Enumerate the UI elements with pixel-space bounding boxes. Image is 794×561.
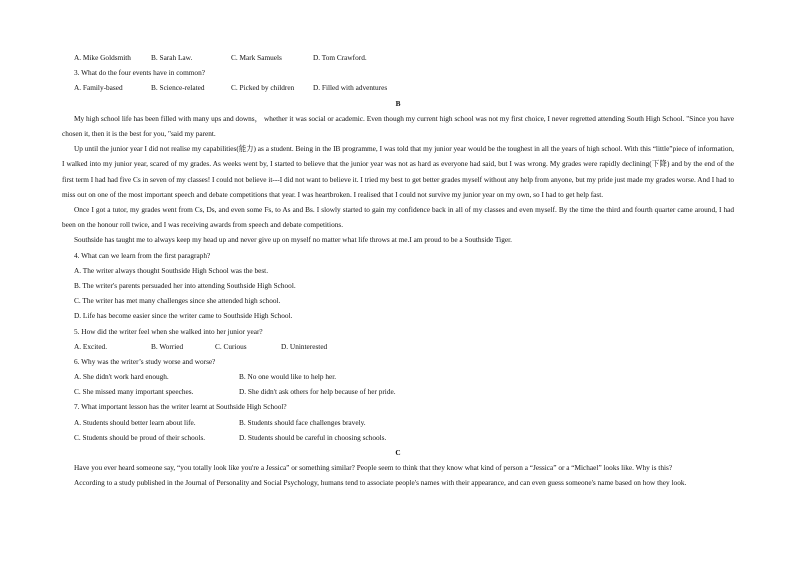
- option-d: D. Tom Crawford.: [313, 53, 367, 62]
- q6-question: 6. Why was the writer’s study worse and worse?: [74, 356, 216, 366]
- option-b: B. Sarah Law.: [151, 53, 193, 62]
- section-b-paragraph-4: Southside has taught me to always keep my head up and never give up on myself no matter what life throws at me.I am proud to be a Southside Tiger.: [74, 235, 512, 245]
- section-b-paragraph-2: Up until the junior year I did not realise my capabilities(能力) as a student. Being in the IB programme, I was told that my junior year would be the toughest in all the years of high school. With this “little”piece of information, I walked into my junior year, scared of my grades. As weeks went by, I started to believe that the junior year was not as hard as everyone had said, but I was wrong. My grades were rapidly declining(下降) and by the end of the first term I had had five Cs in seven of my classes! I could not believe it---I did not want to believe it. I tried my best to get better grades myself without any help from anyone, but my pride just made my grades worse. And I had to miss out on one of the most important speech and debate competitions that year. I was heartbroken. I realised that I could not survive my junior year on my own, so I had to get help fast.: [62, 144, 734, 199]
- q4-question: 4. What can we learn from the first paragraph?: [74, 250, 211, 260]
- section-c-paragraph-1: Have you ever heard someone say, “you totally look like you're a Jessica” or something similar? People seem to think that they know what kind of person a “Jessica” or a “Michael” looks like. Why is this?: [74, 463, 673, 473]
- option-b: B. No one would like to help her.: [239, 372, 337, 382]
- option-a: A. Excited.: [74, 341, 108, 351]
- option-b: B. Students should face challenges bravely.: [239, 417, 366, 427]
- option-b: B. Worried: [151, 341, 184, 351]
- q3-options: [62, 80, 734, 95]
- option-d: D. She didn't ask others for help because of her pride.: [239, 387, 396, 397]
- option-a: A. Mike Goldsmith: [74, 53, 131, 62]
- q6-options-cd: [62, 384, 734, 399]
- q7-options-cd: [62, 430, 734, 445]
- q7-question: 7. What important lesson has the writer learnt at Southside High School?: [74, 402, 287, 412]
- q6-options-ab: [62, 369, 734, 384]
- q4-option-c: C. The writer has met many challenges since she attended high school.: [74, 296, 281, 306]
- page-content: [62, 50, 734, 491]
- section-c-heading: C: [395, 448, 401, 458]
- q2-options: [62, 50, 734, 65]
- option-d: D. Uninterested: [281, 341, 328, 351]
- q4-option-d: D. Life has become easier since the writer came to Southside High School.: [74, 311, 293, 321]
- section-b-paragraph-1: My high school life has been filled with many ups and downs， whether it was social or academic. Even though my current high school was not my first choice, I never regretted attending South High School. "Since you have chosen it, then it is the best for you, "said my parent.: [62, 113, 734, 138]
- q5-question: 5. How did the writer feel when she walked into her junior year?: [74, 326, 263, 336]
- option-a: A. Students should better learn about life.: [74, 417, 196, 427]
- q5-options: [62, 339, 734, 354]
- q7-options-ab: [62, 415, 734, 430]
- section-c-paragraph-2: According to a study published in the Journal of Personality and Social Psychology, humans tend to associate people's names with their appearance, and can even guess someone's name based on how they look.: [74, 478, 687, 488]
- option-b: B. Science-related: [151, 83, 205, 93]
- option-c: C. She missed many important speeches.: [74, 387, 194, 397]
- option-c: C. Students should be proud of their schools.: [74, 432, 206, 442]
- option-d: D. Filled with adventures: [313, 83, 388, 93]
- q3-question: 3. What do the four events have in common?: [74, 68, 205, 78]
- q4-option-b: B. The writer's parents persuaded her into attending Southside High School.: [74, 280, 296, 290]
- option-a: A. She didn't work hard enough.: [74, 372, 169, 382]
- option-c: C. Curious: [215, 341, 247, 351]
- option-c: C. Mark Samuels: [231, 53, 282, 62]
- section-b-paragraph-3: Once I got a tutor, my grades went from Cs, Ds, and even some Fs, to As and Bs. I slowly started to gain my confidence back in all of my classes and even myself. By the time the third and fourth quarter came around, I had been on the honour roll twice, and I was receiving awards from speech and debate competitions.: [62, 204, 734, 230]
- q4-option-a: A. The writer always thought Southside High School was the best.: [74, 265, 269, 275]
- option-c: C. Picked by children: [231, 83, 295, 93]
- option-a: A. Family-based: [74, 83, 123, 93]
- option-d: D. Students should be careful in choosing schools.: [239, 432, 387, 442]
- section-b-heading: B: [395, 98, 401, 108]
